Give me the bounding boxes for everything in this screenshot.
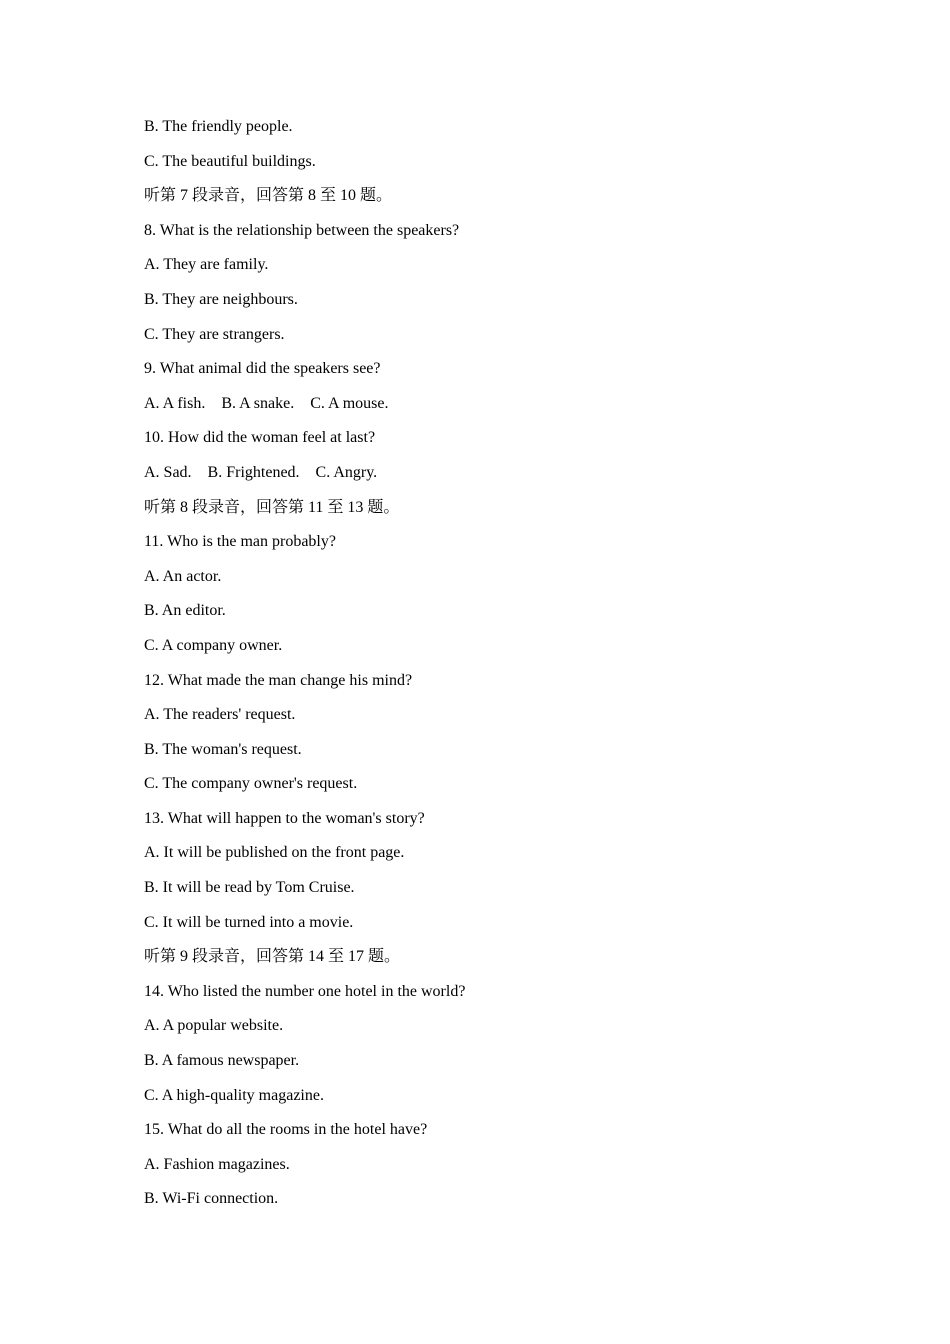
answer-option: C. A high-quality magazine. [144, 1086, 324, 1104]
section-instruction: 听第 8 段录音，回答第 11 至 13 题。 [144, 498, 400, 516]
answer-option: B. It will be read by Tom Cruise. [144, 879, 355, 897]
answer-option: B. A famous newspaper. [144, 1052, 300, 1070]
answer-option: A. It will be published on the front page. [144, 844, 405, 862]
answer-options-row: A. A fish. B. A snake. C. A mouse. [144, 394, 389, 412]
answer-options-row: A. Sad. B. Frightened. C. Angry. [144, 463, 378, 481]
answer-option: C. The company owner's request. [144, 775, 358, 793]
section-instruction: 听第 7 段录音，回答第 8 至 10 题。 [144, 187, 393, 205]
question: 13. What will happen to the woman's story? [144, 809, 425, 827]
answer-option: B. The woman's request. [144, 740, 302, 758]
question: 15. What do all the rooms in the hotel have? [144, 1121, 428, 1139]
answer-option: A. They are family. [144, 256, 269, 274]
answer-option: A. The readers' request. [144, 706, 296, 724]
question: 12. What made the man change his mind? [144, 671, 413, 689]
section-instruction: 听第 9 段录音，回答第 14 至 17 题。 [144, 948, 401, 966]
answer-option: C. It will be turned into a movie. [144, 913, 354, 931]
question: 9. What animal did the speakers see? [144, 360, 381, 378]
answer-option: A. Fashion magazines. [144, 1155, 290, 1173]
question: 8. What is the relationship between the speakers? [144, 221, 460, 239]
answer-option: A. An actor. [144, 567, 222, 585]
answer-option: A. A popular website. [144, 1017, 284, 1035]
answer-option: B. The friendly people. [144, 118, 293, 135]
answer-option: B. Wi-Fi connection. [144, 1190, 279, 1208]
question: 14. Who listed the number one hotel in the world? [144, 982, 466, 1000]
answer-option: B. They are neighbours. [144, 290, 298, 308]
answer-option: C. They are strangers. [144, 325, 285, 343]
answer-option: C. The beautiful buildings. [144, 152, 316, 170]
question: 10. How did the woman feel at last? [144, 429, 376, 447]
document-body [144, 110, 804, 1217]
answer-option: B. An editor. [144, 602, 226, 620]
question: 11. Who is the man probably? [144, 533, 336, 551]
answer-option: C. A company owner. [144, 636, 283, 654]
